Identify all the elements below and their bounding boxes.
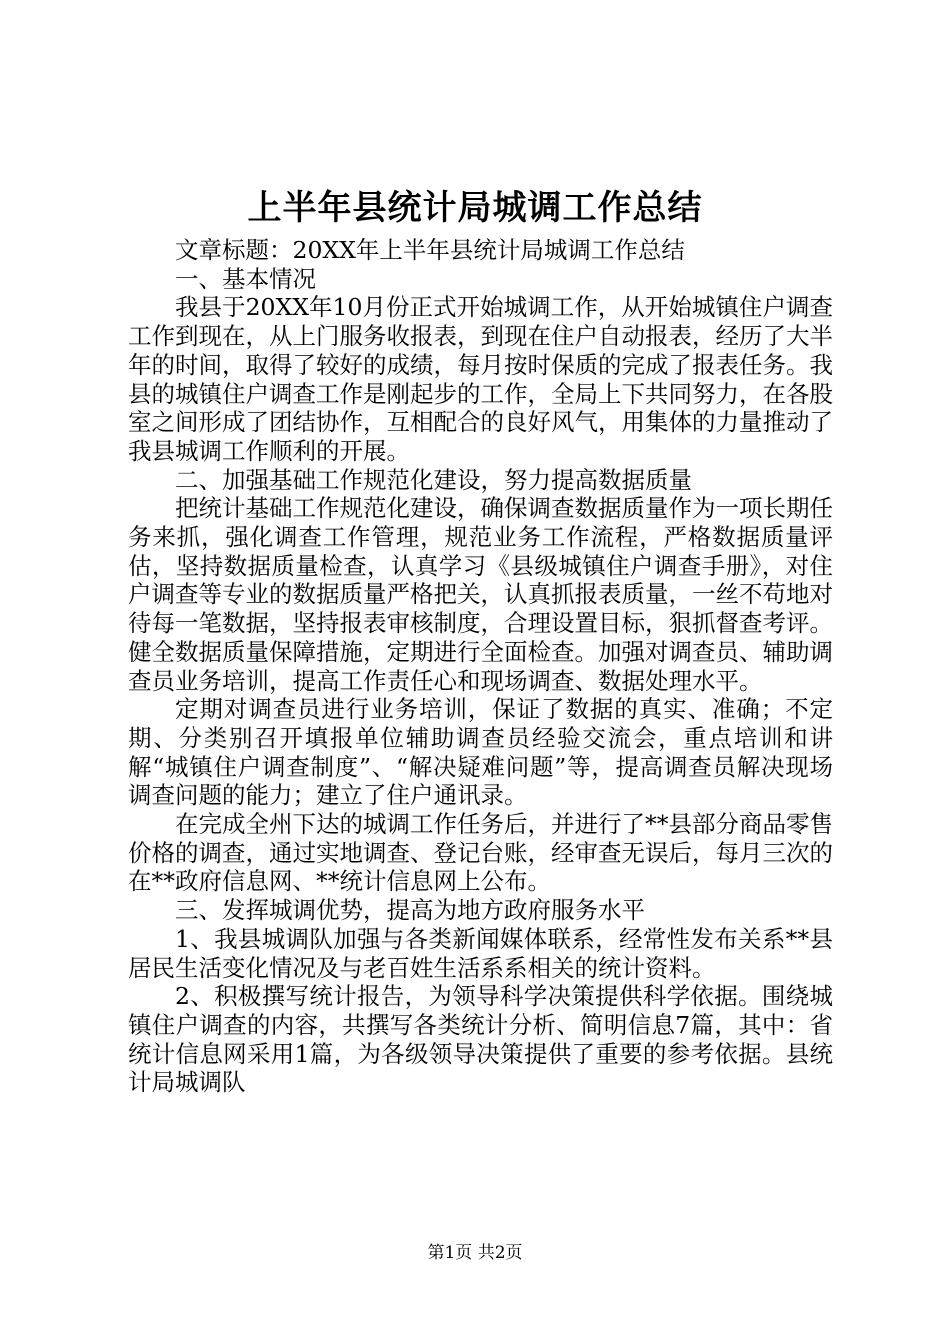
paragraph: 1、我县城调队加强与各类新闻媒体联系，经常性发布关系**县居民生活变化情况及与老百姓生活系系相关的统计资料。 bbox=[128, 924, 833, 982]
paragraph: 在完成全州下达的城调工作任务后，并进行了**县部分商品零售价格的调查，通过实地调查、登记台账，经审查无误后，每月三次的在**政府信息网、**统计信息网上公布。 bbox=[128, 810, 833, 896]
section-heading-service-level: 三、发挥城调优势，提高为地方政府服务水平 bbox=[175, 896, 645, 925]
paragraph: 把统计基础工作规范化建设，确保调查数据质量作为一项长期任务来抓，强化调查工作管理，规范业务工作流程，严格数据质量评估，坚持数据质量检查，认真学习《县级城镇住户调查手册》，对住户调查等专业的数据质量严格把关，认真抓报表质量，一丝不苟地对待每一笔数据，坚持报表审核制度，合理设置目标，狠抓督查考评。健全数据质量保障措施，定期进行全面检查。加强对调查员、辅助调查员业务培训，提高工作责任心和现场调查、数据处理水平。 bbox=[128, 494, 833, 695]
paragraph: 我县于20XX年10月份正式开始城调工作，从开始城镇住户调查工作到现在，从上门服务收报表，到现在住户自动报表，经历了大半年的时间，取得了较好的成绩，每月按时保质的完成了报表任务。我县的城镇住户调查工作是刚起步的工作，全局上下共同努力，在各股室之间形成了团结协作，互相配合的良好风气，用集体的力量推动了我县城调工作顺利的开展。 bbox=[128, 293, 833, 465]
page-footer: 第1页 共2页 bbox=[427, 1243, 523, 1263]
section-heading-basic-situation: 一、基本情况 bbox=[175, 264, 316, 293]
section-heading-data-quality: 二、加强基础工作规范化建设，努力提高数据质量 bbox=[175, 465, 692, 494]
paragraph: 定期对调查员进行业务培训，保证了数据的真实、准确；不定期、分类别召开填报单位辅助调查员经验交流会，重点培训和讲解“城镇住户调查制度”、“解决疑难问题”等，提高调查员解决现场调查问题的能力；建立了住户通讯录。 bbox=[128, 695, 833, 810]
document-body bbox=[128, 236, 833, 1097]
paragraph-article-title: 文章标题：20XX年上半年县统计局城调工作总结 bbox=[175, 236, 685, 264]
paragraph: 2、积极撰写统计报告，为领导科学决策提供科学依据。围绕城镇住户调查的内容，共撰写各类统计分析、简明信息7篇，其中：省统计信息网采用1篇，为各级领导决策提供了重要的参考依据。县统计局城调队 bbox=[128, 982, 833, 1097]
document-title: 上半年县统计局城调工作总结 bbox=[247, 188, 703, 228]
